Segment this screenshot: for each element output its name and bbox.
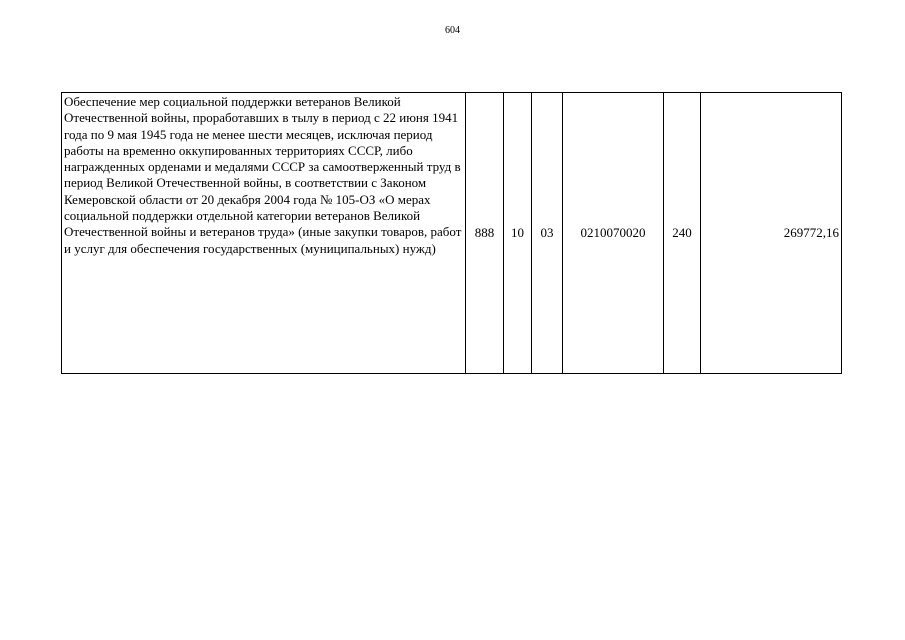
budget-table: [61, 92, 842, 374]
target-article-cell: [563, 93, 664, 374]
section-code-cell: [504, 93, 532, 374]
expense-type: 240: [672, 224, 692, 240]
department-code-cell: [466, 93, 504, 374]
amount: 269772,16: [783, 224, 839, 240]
expense-type-cell: [664, 93, 701, 374]
amount-cell: [701, 93, 842, 374]
section-code: 10: [511, 224, 524, 240]
expense-description: Обеспечение мер социальной поддержки ветеранов Великой Отечественной войны, проработавших в тылу в период с 22 июня 1941 года по 9 мая 1945 года не менее шести месяцев, исключая период работы на временно оккупированных территориях СССР, либо награжденных орденами и медалями СССР за самоотверженный труд в период Великой Отечественной войны, в соответствии с Законом Кемеровской области от 20 декабря 2004 года № 105-ОЗ «О мерах социальной поддержки отдельной категории ветеранов Великой Отечественной войны и ветеранов труда» (иные закупки товаров, работ и услуг для обеспечения государственных (муниципальных) нужд): [64, 94, 462, 256]
subsection-code-cell: [532, 93, 563, 374]
subsection-code: 03: [540, 224, 554, 240]
table-row: [62, 93, 842, 374]
department-code: 888: [474, 224, 495, 240]
target-article: 0210070020: [580, 224, 646, 240]
expense-description-cell: [62, 93, 466, 374]
page-number: 604: [445, 25, 460, 36]
